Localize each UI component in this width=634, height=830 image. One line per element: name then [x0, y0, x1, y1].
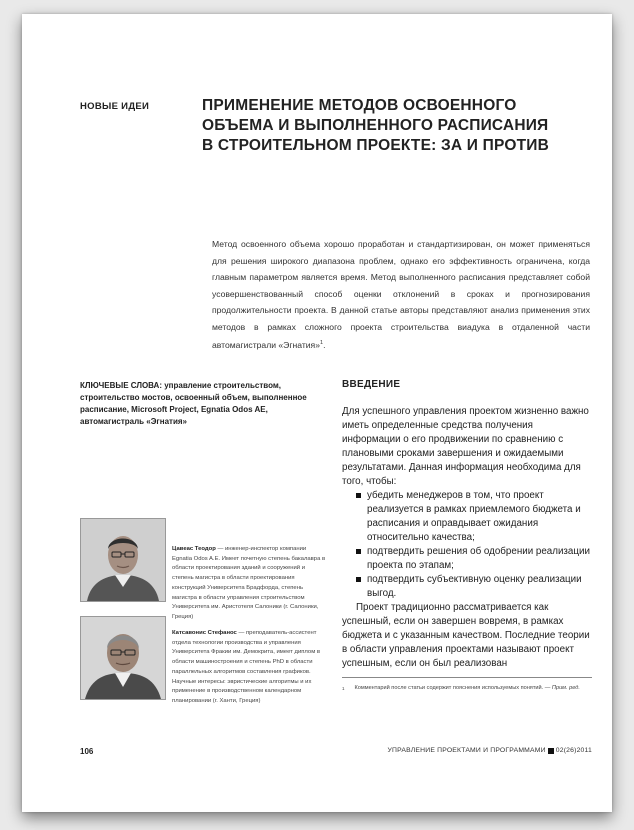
author-name: Катсавонис Стефанос: [172, 630, 237, 636]
author-name: Цавеас Теодор: [172, 546, 216, 552]
footnote-ref: 1: [320, 340, 324, 346]
author-bio-text: — преподаватель-ассистент отдела технологии производства и управления Университета Фракии им. Демокрита, имеет диплом в области машиностроения и степень PhD в области параллельных алгоритмов составления графиков. Научные интересы: эвристические алгоритмы и их применение в производственном календарном планировании (г. Ханти, Греция): [172, 630, 321, 704]
title-line: ПРИМЕНЕНИЕ МЕТОДОВ ОСВОЕННОГО: [202, 97, 517, 114]
page-number: 106: [80, 747, 94, 756]
intro-body: [342, 405, 592, 671]
journal-page: [22, 14, 612, 812]
journal-footer: [387, 747, 592, 754]
title-line: ОБЪЕМА И ВЫПОЛНЕННОГО РАСПИСАНИЯ: [202, 117, 549, 134]
bullet-item: [342, 489, 592, 545]
bullet-text: подтвердить решения об одобрении реализации проекта по этапам;: [367, 546, 590, 571]
footnote-number: 1: [342, 686, 345, 691]
footnote-text: Комментарий после статьи содержит пояснения используемых понятий. —: [354, 685, 552, 691]
bullet-text: подтвердить субъективную оценку реализации выгод.: [367, 574, 582, 599]
author-photo: [80, 518, 166, 602]
bullet-square-icon: [356, 493, 361, 498]
article-title: [202, 96, 572, 156]
intro-paragraph: Для успешного управления проектом жизненно важно иметь определенные средства получения информации о его продвижении по сравнению с плановыми сроками завершения и ожидаемыми результатами. Данная информация необходима для того, чтобы:: [342, 406, 589, 487]
abstract-text: Метод освоенного объема хорошо проработан и стандартизирован, он может применяться для решения широкого диапазона проблем, однако его эффективность ограничена, когда главным параметром является время. Метод выполненного расписания представляет собой усовершенствованный способ оценки отклонений в сроках и прогнозирования продолжительности проекта. В данной статье авторы представляют анализ применения этих методов в рамках сложного проекта строительства виадука в отдаленной части автомагистрали «Эгнатия»: [212, 239, 590, 350]
bullet-text: убедить менеджеров в том, что проект реализуется в рамках приемлемого бюджета и расписания и оправдывает ожидания относительно качества;: [367, 490, 581, 543]
author-bio-text: — инженер-инспектор компании Egnatia Odos A.E. Имеет почетную степень бакалавра в области проектирования зданий и сооружений и степень магистра в области проектирования конструкций Университета Брадфорда, степень магистра в области управления строительством Университета им. Аристотеля Салоники (г. Салоники, Греция): [172, 546, 326, 620]
footnote-divider: [342, 677, 592, 678]
abstract: Метод освоенного объема хорошо проработан и стандартизирован, он может применяться для решения широкого диапазона проблем, однако его эффективность ограничена, когда главным параметром является время. Метод выполненного расписания представляет собой усовершенствованный способ оценки отклонений в сроках и прогнозирования продолжительности проекта. В данной статье авторы представляют анализ применения этих методов в рамках сложного проекта строительства виадука в отдаленной части автомагистрали «Эгнатия»$^1$.: [212, 239, 590, 350]
author-bio: [172, 545, 327, 623]
journal-name: УПРАВЛЕНИЕ ПРОЕКТАМИ И ПРОГРАММАМИ: [387, 747, 546, 754]
bullet-square-icon: [356, 577, 361, 582]
person-portrait-icon: [81, 617, 165, 699]
footnote-editor-note: Прим. ред.: [551, 685, 580, 691]
intro-heading: ВВЕДЕНИЕ: [342, 379, 401, 390]
journal-issue: 02(26)2011: [555, 747, 592, 754]
bullet-item: [342, 545, 592, 573]
section-tag: НОВЫЕ ИДЕИ: [80, 101, 150, 112]
intro-paragraph: Проект традиционно рассматривается как успешный, если он завершен вовремя, в рамках бюджета и с указанным качеством. Последние теории в области управления проектами называют проект успешным, если он был реализован: [342, 602, 590, 669]
title-line: В СТРОИТЕЛЬНОМ ПРОЕКТЕ: ЗА И ПРОТИВ: [202, 137, 549, 154]
square-separator-icon: [548, 748, 554, 754]
footnote: [342, 684, 592, 693]
person-portrait-icon: [81, 519, 165, 601]
keywords: КЛЮЧЕВЫЕ СЛОВА: управление строительством, строительство мостов, освоенный объем, выполненное расписание, Microsoft Project, Egnatia Odos AE, автомагистраль «Эгнатия»: [80, 381, 307, 426]
author-bio: [172, 629, 327, 707]
bullet-item: [342, 573, 592, 601]
author-photo: [80, 616, 166, 700]
bullet-square-icon: [356, 549, 361, 554]
